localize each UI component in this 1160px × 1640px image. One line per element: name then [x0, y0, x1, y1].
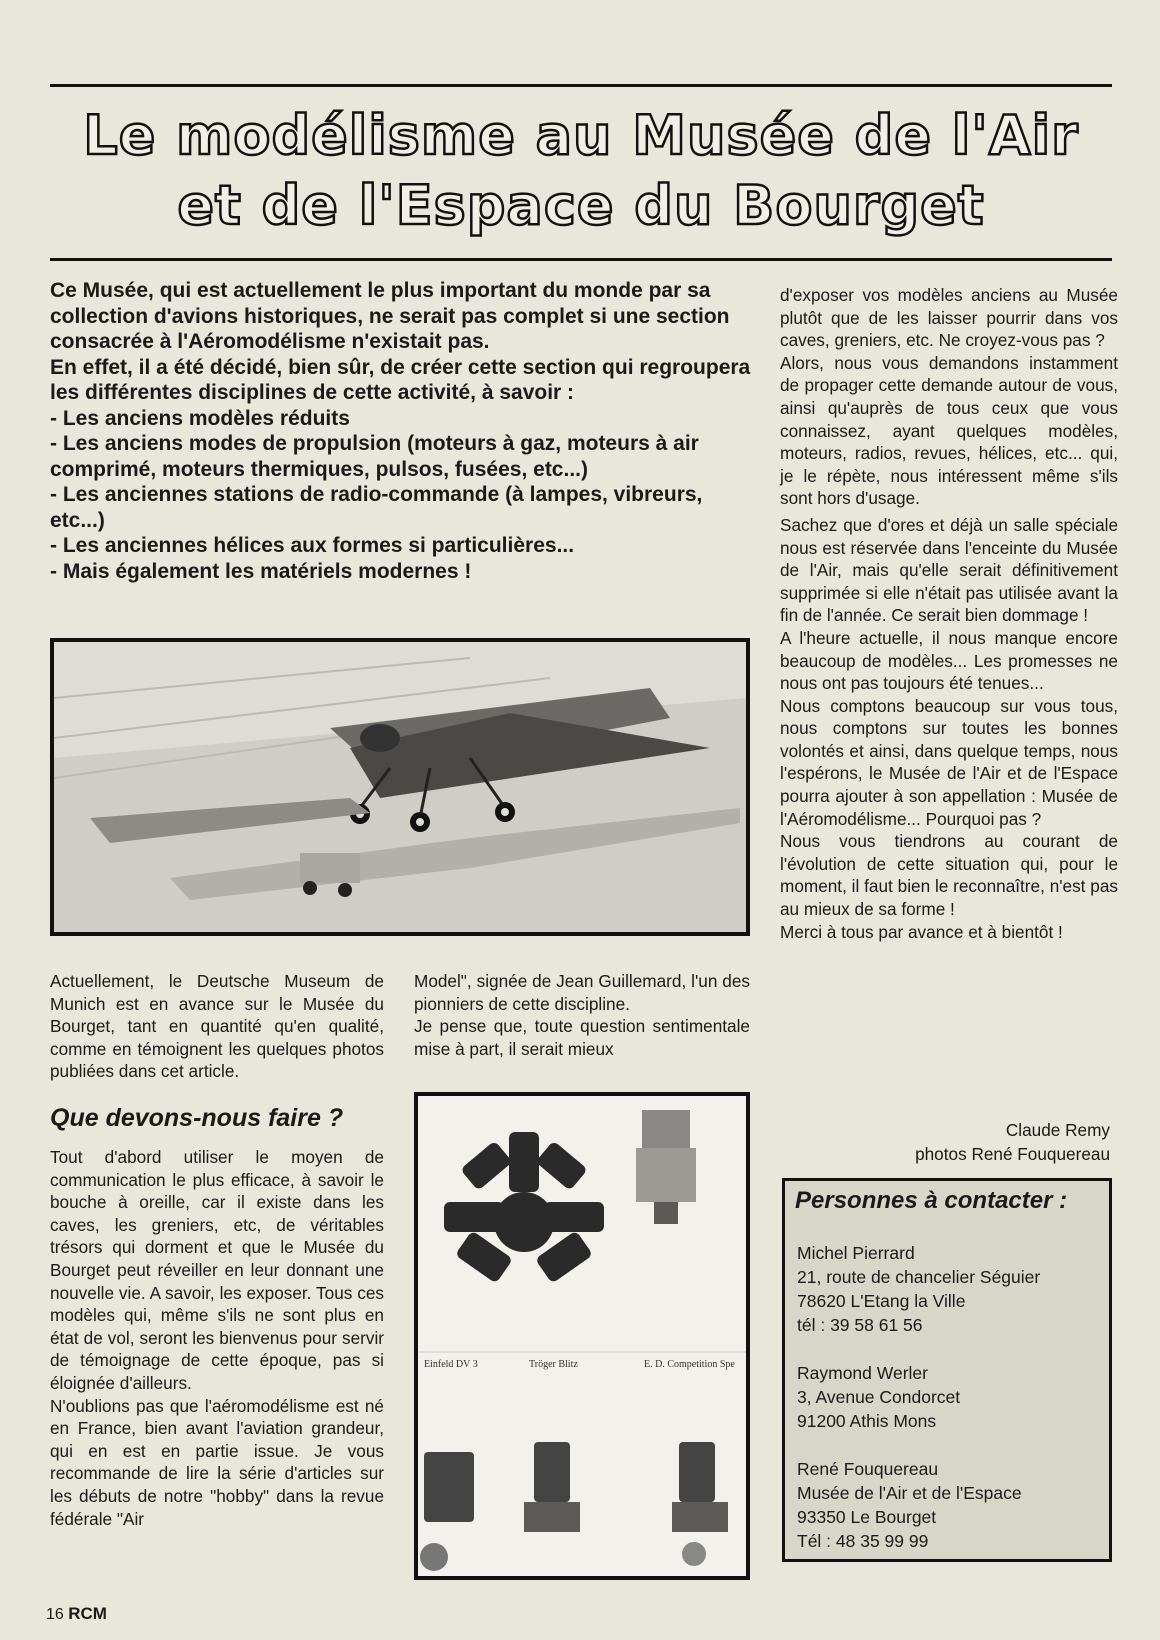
- middle-paragraph-1: Model", signée de Jean Guillemard, l'un des pionniers de cette discipline.: [414, 971, 750, 1014]
- right-paragraph-7: Merci à tous par avance et à bientôt !: [780, 921, 1063, 942]
- intro-item-3: - Les anciennes stations de radio-commande (à lampes, vibreurs, etc...): [50, 483, 703, 532]
- left-paragraph-3: N'oublions pas que l'aéromodélisme est né en France, bien avant l'aviation grandeur, qui en est en partie issue. Je vous recommande de lire la série d'articles sur les débuts de notre "hobby" dans la revue fédérale "Air: [50, 1395, 384, 1529]
- contact-name: René Fouquereau: [797, 1459, 939, 1479]
- contact-box: [782, 1178, 1112, 1562]
- contact-person-2: [797, 1361, 1109, 1433]
- engine-label-3: E. D. Competition Spe: [644, 1359, 735, 1370]
- left-column-top: [50, 970, 384, 1083]
- intro: [50, 278, 758, 584]
- title-line-1: Le modélisme au Musée de l'Air: [83, 104, 1079, 167]
- magazine-name: RCM: [68, 1604, 107, 1623]
- contact-person-3: [797, 1457, 1109, 1553]
- contact-address: 3, Avenue Condorcet: [797, 1387, 961, 1407]
- signature: [915, 1118, 1110, 1166]
- page-footer: [46, 1604, 107, 1624]
- contact-address: Musée de l'Air et de l'Espace: [797, 1483, 1022, 1503]
- left-paragraph-2: Tout d'abord utiliser le moyen de communication le plus efficace, à savoir le bouche à oreille, car il existe dans les caves, les greniers, etc, de véritables trésors qui dorment et que le Musée du Bourget peut réveiller en leur donnant une nouvelle vie. A savoir, les exposer. Tous ces modèles qui, même s'ils ne sont plus en état de vol, seront les bienvenus pour servir de témoignage de cette époque, pas si éloignée d'ailleurs.: [50, 1147, 384, 1393]
- intro-paragraph-2: En effet, il a été décidé, bien sûr, de créer cette section qui regroupera les différentes disciplines de cette activité, à savoir :: [50, 355, 751, 404]
- contact-name: Raymond Werler: [797, 1363, 928, 1383]
- intro-item-4: - Les anciennes hélices aux formes si particulières...: [50, 534, 575, 557]
- contact-city: 78620 L'Etang la Ville: [797, 1291, 966, 1311]
- contact-address: 21, route de chancelier Séguier: [797, 1267, 1041, 1287]
- intro-item-1: - Les anciens modèles réduits: [50, 406, 350, 430]
- right-paragraph-5: Nous comptons beaucoup sur vous tous, nous comptons sur toutes les bonnes volontés et ainsi, dans quelque temps, nous l'espérons, le Musée de l'Air et de l'Espace pourra ajouter à son appellation : Musée de l'Aéromodélisme... Pourquoi pas ?: [780, 695, 1118, 829]
- top-rule: [50, 84, 1112, 87]
- title-line-2: et de l'Espace du Bourget: [177, 174, 985, 237]
- contact-heading: Personnes à contacter :: [795, 1187, 1068, 1214]
- intro-paragraph-1: Ce Musée, qui est actuellement le plus important du monde par sa collection d'avions historiques, ne serait pas complet si une section consacrée à l'Aéromodélisme n'existait pas.: [50, 279, 730, 353]
- right-paragraph-6: Nous vous tiendrons au courant de l'évolution de cette situation qui, pour le moment, il faut bien le reconnaître, n'est pas au mieux de sa forme !: [780, 831, 1118, 920]
- contact-phone: Tél : 48 35 99 99: [797, 1531, 929, 1551]
- right-column: [780, 284, 1118, 943]
- page-number: 16: [46, 1606, 64, 1623]
- contact-phone: tél : 39 58 61 56: [797, 1315, 923, 1335]
- contact-city: 91200 Athis Mons: [797, 1411, 937, 1431]
- intro-item-5: - Mais également les matériels modernes !: [50, 559, 472, 583]
- right-paragraph-4: A l'heure actuelle, il nous manque encore beaucoup de modèles... Les promesses ne nous ont pas toujours été tenues...: [780, 627, 1118, 694]
- right-paragraph-1: d'exposer vos modèles anciens au Musée plutôt que de les laisser pourrir dans vos caves, greniers, etc. Ne croyez-vous pas ?: [780, 285, 1118, 351]
- aircraft-photo: [50, 638, 750, 936]
- middle-paragraph-2: Je pense que, toute question sentimentale mise à part, il serait mieux: [414, 1016, 750, 1059]
- contact-city: 93350 Le Bourget: [797, 1507, 937, 1527]
- right-paragraph-2: Alors, nous vous demandons instamment de propager cette demande autour de vous, ainsi qu'auprès de tous ceux que vous connaissez, ayant quelques modèles, moteurs, radios, revues, hélices, etc... qui, je le répète, nous intéressent même s'ils sont hors d'usage.: [780, 352, 1118, 509]
- intro-item-2: - Les anciens modes de propulsion (moteurs à gaz, moteurs à air comprimé, moteurs thermiques, pulsos, fusées, etc...): [50, 432, 699, 481]
- contact-name: Michel Pierrard: [797, 1243, 915, 1263]
- engine-label-2: Tröger Blitz: [529, 1359, 578, 1370]
- left-paragraph-1: Actuellement, le Deutsche Museum de Munich est en avance sur le Musée du Bourget, tant en quantité qu'en qualité, comme en témoignent les quelques photos publiées dans cet article.: [50, 971, 384, 1082]
- section-heading: Que devons-nous faire ?: [50, 1104, 344, 1132]
- right-paragraph-3: Sachez que d'ores et déjà un salle spéciale nous est réservée dans l'enceinte du Musée de l'Air, mais qu'elle serait définitivement supprimée si elle n'était pas utilisée avant la fin de l'année. Ce serait bien dommage !: [780, 514, 1118, 626]
- engines-photo: [414, 1092, 750, 1580]
- title-bottom-rule: [50, 258, 1112, 261]
- author-name: Claude Remy: [1005, 1120, 1110, 1140]
- left-column-bottom: [50, 1146, 384, 1530]
- engine-label-1: Einfeld DV 3: [424, 1359, 478, 1370]
- middle-column: [414, 970, 750, 1060]
- contact-person-1: [797, 1241, 1109, 1337]
- photo-credit: photos René Fouquereau: [915, 1144, 1110, 1164]
